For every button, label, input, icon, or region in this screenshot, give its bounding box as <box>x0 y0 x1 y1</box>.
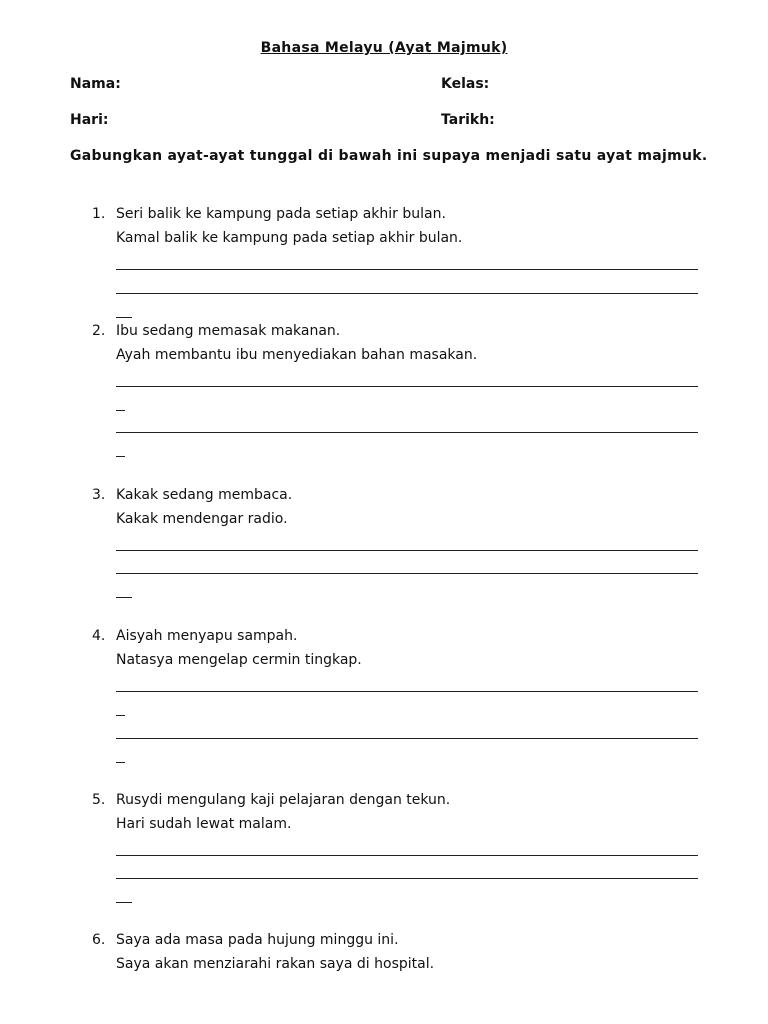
tarikh-label: Tarikh: <box>441 112 495 128</box>
sentence-1: Seri balik ke kampung pada setiap akhir bulan. <box>116 206 446 222</box>
answer-line <box>116 432 698 433</box>
answer-line <box>116 293 698 294</box>
answer-line-overflow <box>116 715 125 716</box>
sentence-1: Rusydi mengulang kaji pelajaran dengan tekun. <box>116 792 451 808</box>
sentence-2: Ayah membantu ibu menyediakan bahan masakan. <box>116 347 478 363</box>
answer-line-overflow <box>116 317 132 318</box>
sentence-1: Aisyah menyapu sampah. <box>116 628 298 644</box>
answer-line <box>116 738 698 739</box>
question-number: 4. <box>92 628 106 644</box>
sentence-2: Saya akan menziarahi rakan saya di hospital. <box>116 956 435 972</box>
sentence-1: Kakak sedang membaca. <box>116 487 293 503</box>
answer-line-overflow <box>116 410 125 411</box>
question-number: 5. <box>92 792 106 808</box>
sentence-1: Saya ada masa pada hujung minggu ini. <box>116 932 399 948</box>
sentence-1: Ibu sedang memasak makanan. <box>116 323 341 339</box>
question-number: 2. <box>92 323 106 339</box>
sentence-2: Natasya mengelap cermin tingkap. <box>116 652 362 668</box>
answer-line <box>116 855 698 856</box>
answer-line-overflow <box>116 902 132 903</box>
nama-label: Nama: <box>70 76 121 92</box>
sentence-2: Hari sudah lewat malam. <box>116 816 292 832</box>
hari-label: Hari: <box>70 112 109 128</box>
answer-line <box>116 550 698 551</box>
answer-line <box>116 386 698 387</box>
question-number: 3. <box>92 487 106 503</box>
answer-line <box>116 269 698 270</box>
worksheet-title: Bahasa Melayu (Ayat Majmuk) <box>260 40 508 56</box>
sentence-2: Kamal balik ke kampung pada setiap akhir bulan. <box>116 230 463 246</box>
answer-line-overflow <box>116 762 125 763</box>
instruction-text: Gabungkan ayat-ayat tunggal di bawah ini supaya menjadi satu ayat majmuk. <box>70 148 708 164</box>
answer-line <box>116 573 698 574</box>
sentence-2: Kakak mendengar radio. <box>116 511 288 527</box>
answer-line-overflow <box>116 597 132 598</box>
answer-line-overflow <box>116 456 125 457</box>
answer-line <box>116 878 698 879</box>
kelas-label: Kelas: <box>441 76 490 92</box>
question-number: 6. <box>92 932 106 948</box>
question-number: 1. <box>92 206 106 222</box>
answer-line <box>116 691 698 692</box>
